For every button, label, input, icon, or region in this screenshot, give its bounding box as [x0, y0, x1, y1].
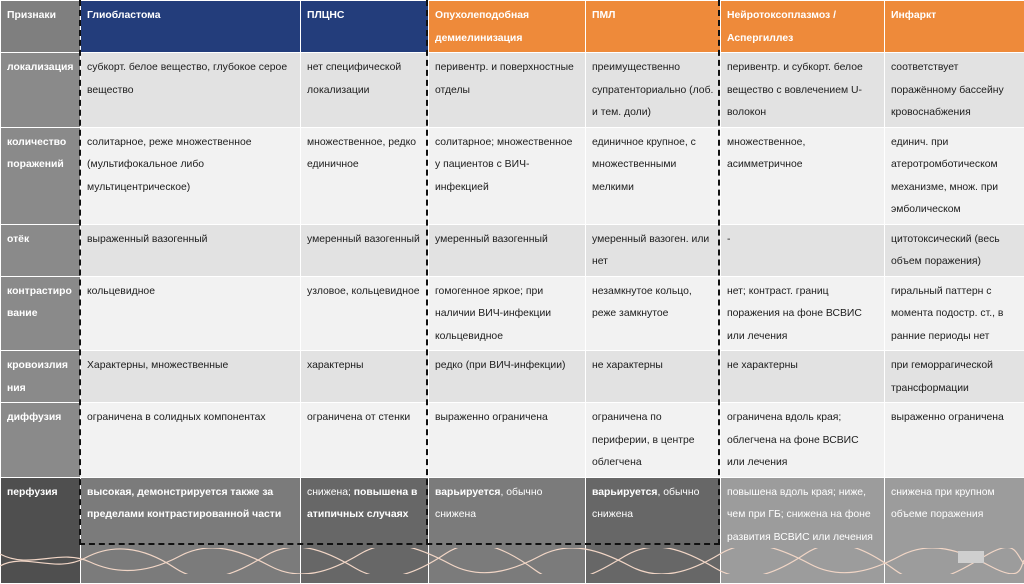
cell-glioblastoma: кольцевидное: [81, 276, 301, 351]
cell-tumefactive: солитарное; множественное у пациентов с ВИЧ-инфекцией: [429, 127, 586, 224]
cell-tumefactive: гомогенное яркое; при наличии ВИЧ-инфекции кольцевидное: [429, 276, 586, 351]
header-toxo-line1: Нейротоксоплазмоз /: [727, 10, 836, 21]
cell-pml: единичное крупное, с множественными мелкими: [586, 127, 721, 224]
perfusion-plcns-b: повышена в атипичных случаях: [307, 487, 417, 521]
cell-plcns: узловое, кольцевидное: [301, 276, 429, 351]
cell-toxo: перивентр. и субкорт. белое вещество с вовлечением U-волокон: [721, 53, 885, 128]
table-row-diffusion: [1, 403, 1024, 478]
cell-toxo: повышена вдоль края; ниже, чем при ГБ; снижена на фоне развития ВСВИС или лечения: [721, 477, 885, 583]
cell-infarct: цитотоксический (весь объем поражения): [885, 224, 1024, 276]
cell-toxo: нет; контраст. границ поражения на фоне ВСВИС или лечения: [721, 276, 885, 351]
slide-nav-button[interactable]: [958, 551, 984, 563]
perfusion-gbm-text: высокая, демонстрируется также за пределами контрастированной части: [87, 487, 281, 521]
header-plcns: ПЛЦНС: [301, 1, 429, 53]
cell-infarct: при геморрагической трансформации: [885, 351, 1024, 403]
header-pml: ПМЛ: [586, 1, 721, 53]
header-glioblastoma: Глиобластома: [81, 1, 301, 53]
header-tumefactive-line1: Опухолеподобная: [435, 10, 529, 21]
perfusion-plcns-a: снижена;: [307, 487, 354, 498]
cell-plcns: нет специфической локализации: [301, 53, 429, 128]
row-label: диффузия: [1, 403, 81, 478]
header-feature: Признаки: [1, 1, 81, 53]
cell-pml: незамкнутое кольцо, реже замкнутое: [586, 276, 721, 351]
header-tumefactive-demyelination: [429, 1, 586, 53]
header-tumefactive-line2: демиелинизация: [435, 33, 522, 44]
header-row: [1, 1, 1024, 53]
cell-glioblastoma: солитарное, реже множественное (мультифокальное либо мультицентрическое): [81, 127, 301, 224]
cell-tumefactive: перивентр. и поверхностные отделы: [429, 53, 586, 128]
table-row-edema: [1, 224, 1024, 276]
perfusion-tumefactive-b: , обычно снижена: [435, 487, 542, 521]
row-label: кровоизлияния: [1, 351, 81, 403]
cell-toxo: -: [721, 224, 885, 276]
row-label: перфузия: [1, 477, 81, 583]
table-row-localization: [1, 53, 1024, 128]
cell-pml: ограничена по периферии, в центре облегчена: [586, 403, 721, 478]
cell-plcns: ограничена от стенки: [301, 403, 429, 478]
cell-infarct: единич. при атеротромботическом механизме, множ. при эмболическом: [885, 127, 1024, 224]
cell-plcns: характерны: [301, 351, 429, 403]
cell-plcns: множественное, редко единичное: [301, 127, 429, 224]
table-row-hemorrhage: [1, 351, 1024, 403]
cell-toxo: множественное, асимметричное: [721, 127, 885, 224]
row-label: локализация: [1, 53, 81, 128]
cell-plcns: умеренный вазогенный: [301, 224, 429, 276]
row-label: отёк: [1, 224, 81, 276]
cell-infarct: гиральный паттерн с момента подостр. ст., в ранние периоды нет: [885, 276, 1024, 351]
cell-pml: умеренный вазоген. или нет: [586, 224, 721, 276]
cell-pml: преимущественно супратенториально (лоб. и тем. доли): [586, 53, 721, 128]
row-label: контрастирование: [1, 276, 81, 351]
cell-glioblastoma: выраженный вазогенный: [81, 224, 301, 276]
cell-toxo: ограничена вдоль края; облегчена на фоне ВСВИС или лечения: [721, 403, 885, 478]
perfusion-pml-b: , обычно снижена: [592, 487, 699, 521]
decorative-footer-pattern: [0, 548, 1024, 574]
perfusion-tumefactive-a: варьируется: [435, 487, 500, 498]
header-infarct: Инфаркт: [885, 1, 1024, 53]
table-row-lesion-count: [1, 127, 1024, 224]
header-toxoplasmosis-aspergillosis: [721, 1, 885, 53]
cell-glioblastoma: ограничена в солидных компонентах: [81, 403, 301, 478]
cell-tumefactive: выраженно ограничена: [429, 403, 586, 478]
table-row-enhancement: [1, 276, 1024, 351]
cell-infarct: соответствует поражённому бассейну кровоснабжения: [885, 53, 1024, 128]
header-toxo-line2: Аспергиллез: [727, 33, 793, 44]
cell-toxo: не характерны: [721, 351, 885, 403]
cell-glioblastoma: субкорт. белое вещество, глубокое серое вещество: [81, 53, 301, 128]
cell-tumefactive: умеренный вазогенный: [429, 224, 586, 276]
row-label: количество поражений: [1, 127, 81, 224]
perfusion-pml-a: варьируется: [592, 487, 657, 498]
cell-pml: не характерны: [586, 351, 721, 403]
cell-infarct: снижена при крупном объеме поражения: [885, 477, 1024, 583]
cell-glioblastoma: Характерны, множественные: [81, 351, 301, 403]
cell-tumefactive: редко (при ВИЧ-инфекции): [429, 351, 586, 403]
cell-infarct: выраженно ограничена: [885, 403, 1024, 478]
